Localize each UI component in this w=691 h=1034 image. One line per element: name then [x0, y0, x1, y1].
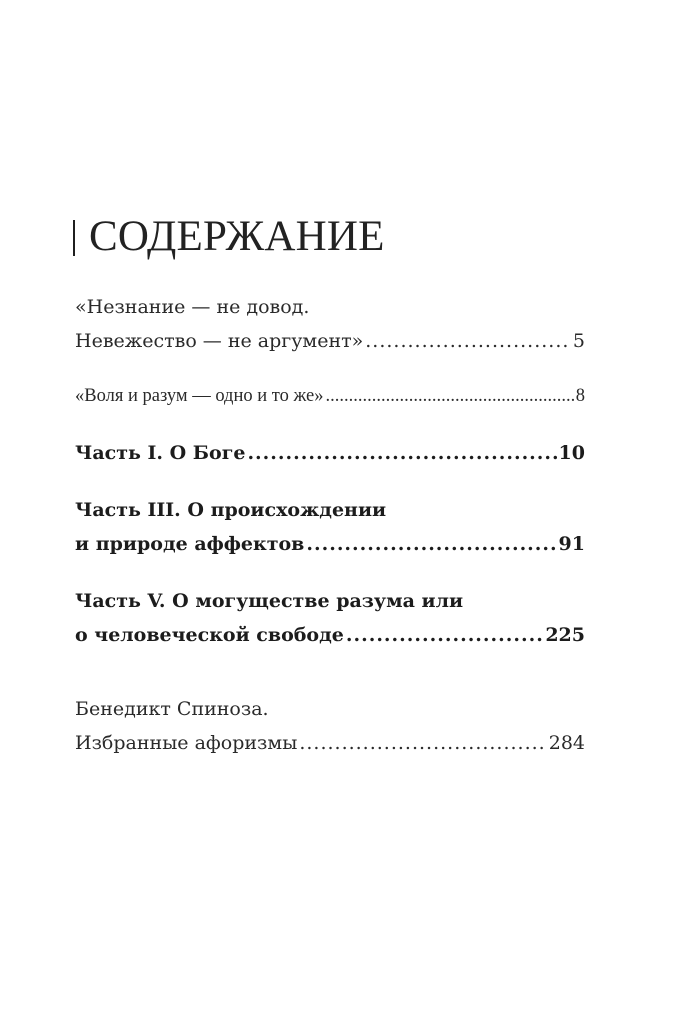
dot-leader	[247, 436, 556, 470]
toc-entry-title-line1: «Воля и разум — одно и то же»	[75, 386, 324, 406]
toc-entry-line	[75, 726, 585, 760]
toc-entry-title-line2: о человеческой свободе	[75, 624, 344, 646]
heading-accent-bar	[73, 220, 75, 256]
toc-entry-page: 225	[545, 624, 585, 646]
toc-entry-line	[75, 527, 585, 561]
toc-entry-line	[75, 324, 585, 358]
toc-entry-page: 5	[572, 330, 585, 352]
toc-entry-line	[75, 493, 585, 527]
toc-entry-5[interactable]	[75, 584, 585, 652]
toc-entry-6[interactable]	[75, 692, 585, 760]
toc-entry-line	[75, 436, 585, 470]
toc-entry-line	[75, 379, 585, 413]
toc-entry-line	[75, 618, 585, 652]
toc-entry-page: 8	[575, 386, 585, 406]
dot-leader	[325, 379, 573, 413]
dot-leader	[299, 726, 546, 760]
dot-leader	[365, 324, 571, 358]
toc-entry-title-line1: Часть V. О могуществе разума или	[75, 590, 464, 612]
toc-entry-3[interactable]	[75, 436, 585, 470]
toc-entry-2[interactable]	[75, 379, 585, 413]
toc-entry-page: 284	[548, 732, 585, 754]
toc-heading	[73, 208, 385, 264]
toc-entry-title-line2: Невежество — не аргумент»	[75, 330, 364, 352]
toc-entry-line	[75, 692, 585, 726]
dot-leader	[306, 527, 556, 561]
toc-entry-title-line1: Часть I. О Боге	[75, 442, 246, 464]
toc-entry-page: 91	[558, 533, 585, 555]
toc-entry-title-line2: и природе аффектов	[75, 533, 305, 555]
toc-entry-title-line1: «Незнание — не довод.	[75, 296, 310, 318]
toc-entry-line	[75, 290, 585, 324]
page-title: СОДЕРЖАНИЕ	[89, 212, 385, 260]
toc-entry-4[interactable]	[75, 493, 585, 561]
toc-entry-line	[75, 584, 585, 618]
dot-leader	[346, 618, 543, 652]
toc-entry-title-line2: Избранные афоризмы	[75, 732, 298, 754]
toc-entry-title-line1: Бенедикт Спиноза.	[75, 698, 269, 720]
toc-entry-page: 10	[558, 442, 585, 464]
toc-entry-1[interactable]	[75, 290, 585, 358]
toc-entry-title-line1: Часть III. О происхождении	[75, 499, 387, 521]
